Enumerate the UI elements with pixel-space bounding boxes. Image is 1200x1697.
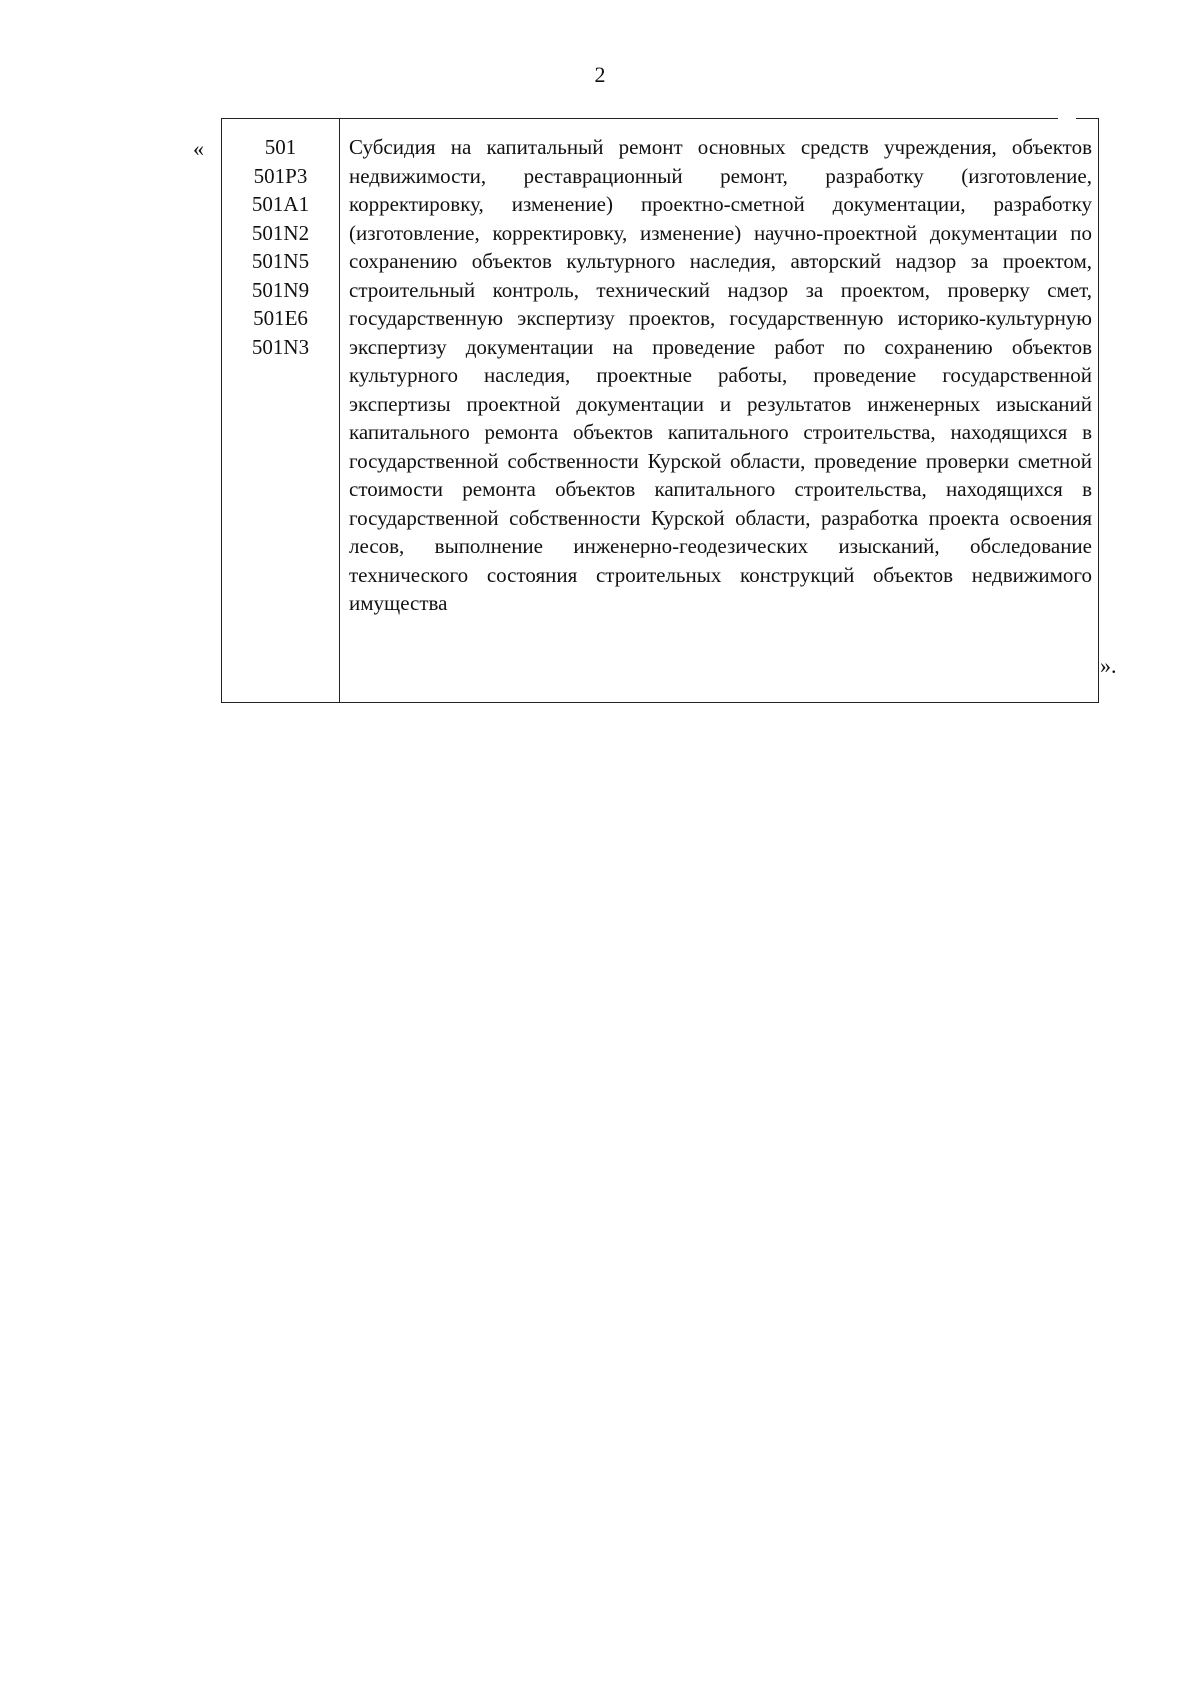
opening-quote-mark: « <box>193 136 204 161</box>
description-cell: Субсидия на капитальный ремонт основных средств учреждения, объектов недвижимости, реставрационный ремонт, разработку (изготовление, корректировку, изменение) проектно-сметной документации, разработку (изготовление, корректировку, изменение) научно-проектной документации по сохранению объектов культурного наследия, авторский надзор за проектом, строительный контроль, технический надзор за проектом, проверку смет, государственную экспертизу проектов, государственную историко-культурную экспертизу документации на проведение работ по сохранению объектов культурного наследия, проектные работы, проведение государственной экспертизы проектной документации и результатов инженерных изысканий капитального ремонта объектов капитального строительства, находящихся в государственной собственности Курской области, проведение проверки сметной стоимости ремонта объектов капитального строительства, находящихся в государственной собственности Курской области, разработка проекта освоения лесов, выполнение инженерно-геодезических изысканий, обследование технического состояния строительных конструкций объектов недвижимого имущества <box>349 135 1092 615</box>
code-item: 501N2 <box>251 220 310 245</box>
codes-table <box>221 118 1099 703</box>
code-item: 501E6 <box>253 306 308 330</box>
code-item: 501N9 <box>251 277 310 302</box>
code-item: 501P3 <box>253 163 308 188</box>
code-item: 501N3 <box>251 334 310 359</box>
closing-quote-mark: ». <box>1100 653 1117 678</box>
border-gap <box>1058 116 1076 120</box>
code-item: 501N5 <box>251 249 310 273</box>
code-item: 501 <box>264 135 297 159</box>
page-number: 2 <box>594 62 606 87</box>
codes-cell <box>222 119 340 702</box>
code-item: 501A1 <box>251 192 310 216</box>
